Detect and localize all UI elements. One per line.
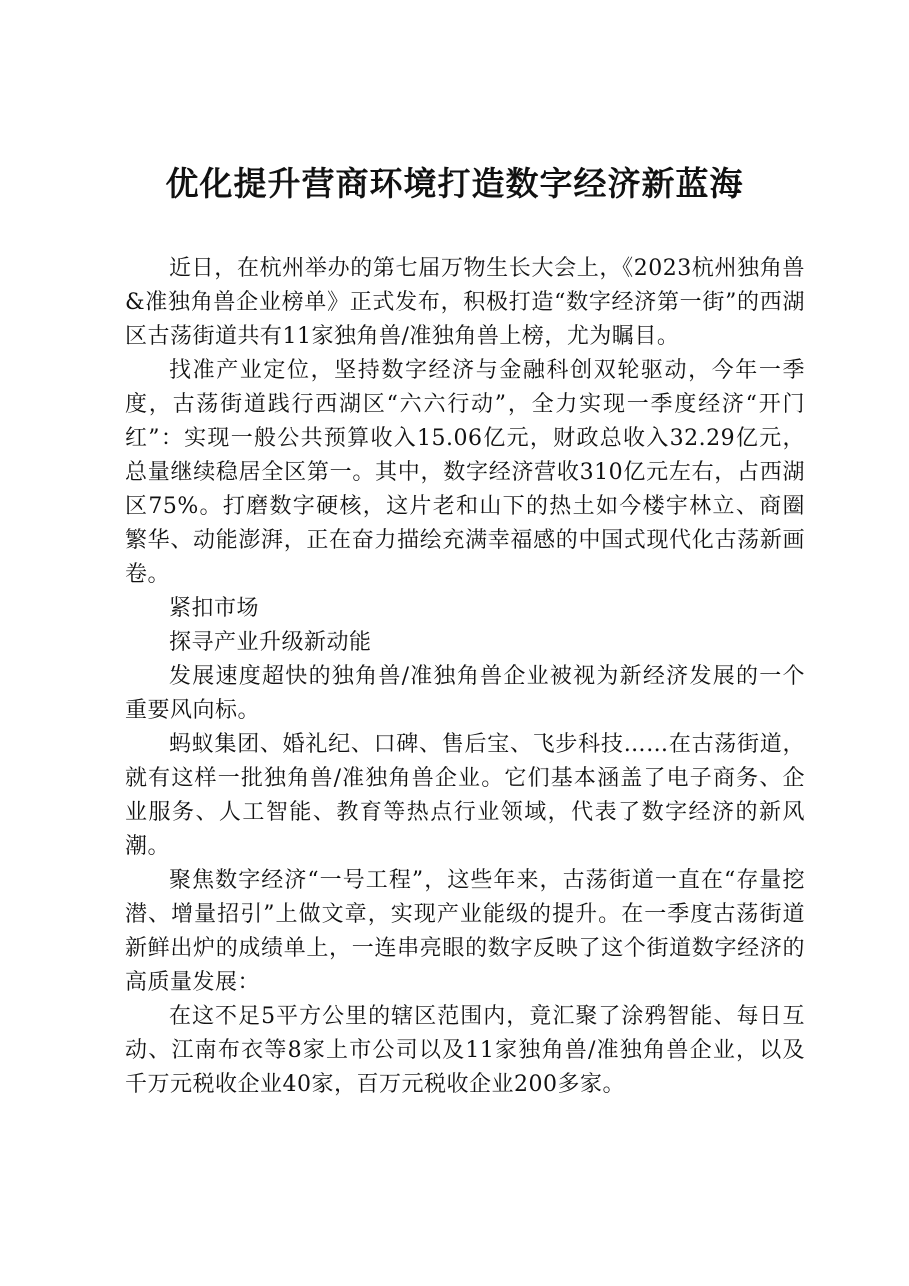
section-heading-market: 紧扣市场 (169, 596, 260, 621)
section-subheading-momentum: 探寻产业升级新动能 (169, 630, 372, 655)
paragraph-unicorn-companies: 蚂蚁集团、婚礼纪、口碑、售后宝、飞步科技……在古荡街道，就有这样一批独角兽/准独角兽企业。它们基本涵盖了电子商务、企业服务、人工智能、教育等热点行业领域，代表了数字经济的新风潮。 (125, 732, 805, 859)
paragraph-unicorn-indicator: 发展速度超快的独角兽/准独角兽企业被视为新经济发展的一个重要风向标。 (125, 664, 805, 723)
paragraph-intro: 近日，在杭州举办的第七届万物生长大会上，《2023杭州独角兽&准独角兽企业榜单》正式发布，积极打造“数字经济第一街”的西湖区古荡街道共有11家独角兽/准独角兽上榜，尤为瞩目。 (125, 256, 805, 349)
paragraph-positioning: 找准产业定位，坚持数字经济与金融科创双轮驱动，今年一季度，古荡街道践行西湖区“六六行动”，全力实现一季度经济“开门红”：实现一般公共预算收入15.06亿元，财政总收入32.29亿元，总量继续稳居全区第一。其中，数字经济营收310亿元左右，占西湖区75%。打磨数字硬核，这片老和山下的热土如今楼宇林立、商圈繁华、动能澎湃，正在奋力描绘充满幸福感的中国式现代化古荡新画卷。 (125, 358, 805, 587)
paragraph-district-stats: 在这不足5平方公里的辖区范围内，竟汇聚了涂鸦智能、每日互动、江南布衣等8家上市公司以及11家独角兽/准独角兽企业，以及千万元税收企业40家，百万元税收企业200多家。 (125, 1004, 805, 1097)
document-body (125, 252, 805, 1102)
paragraph-digital-economy-focus: 聚焦数字经济“一号工程”，这些年来，古荡街道一直在“存量挖潜、增量招引”上做文章，实现产业能级的提升。在一季度古荡街道新鲜出炉的成绩单上，一连串亮眼的数字反映了这个街道数字经济的高质量发展： (125, 868, 805, 995)
document-title: 优化提升营商环境打造数字经济新蓝海 (165, 164, 744, 203)
